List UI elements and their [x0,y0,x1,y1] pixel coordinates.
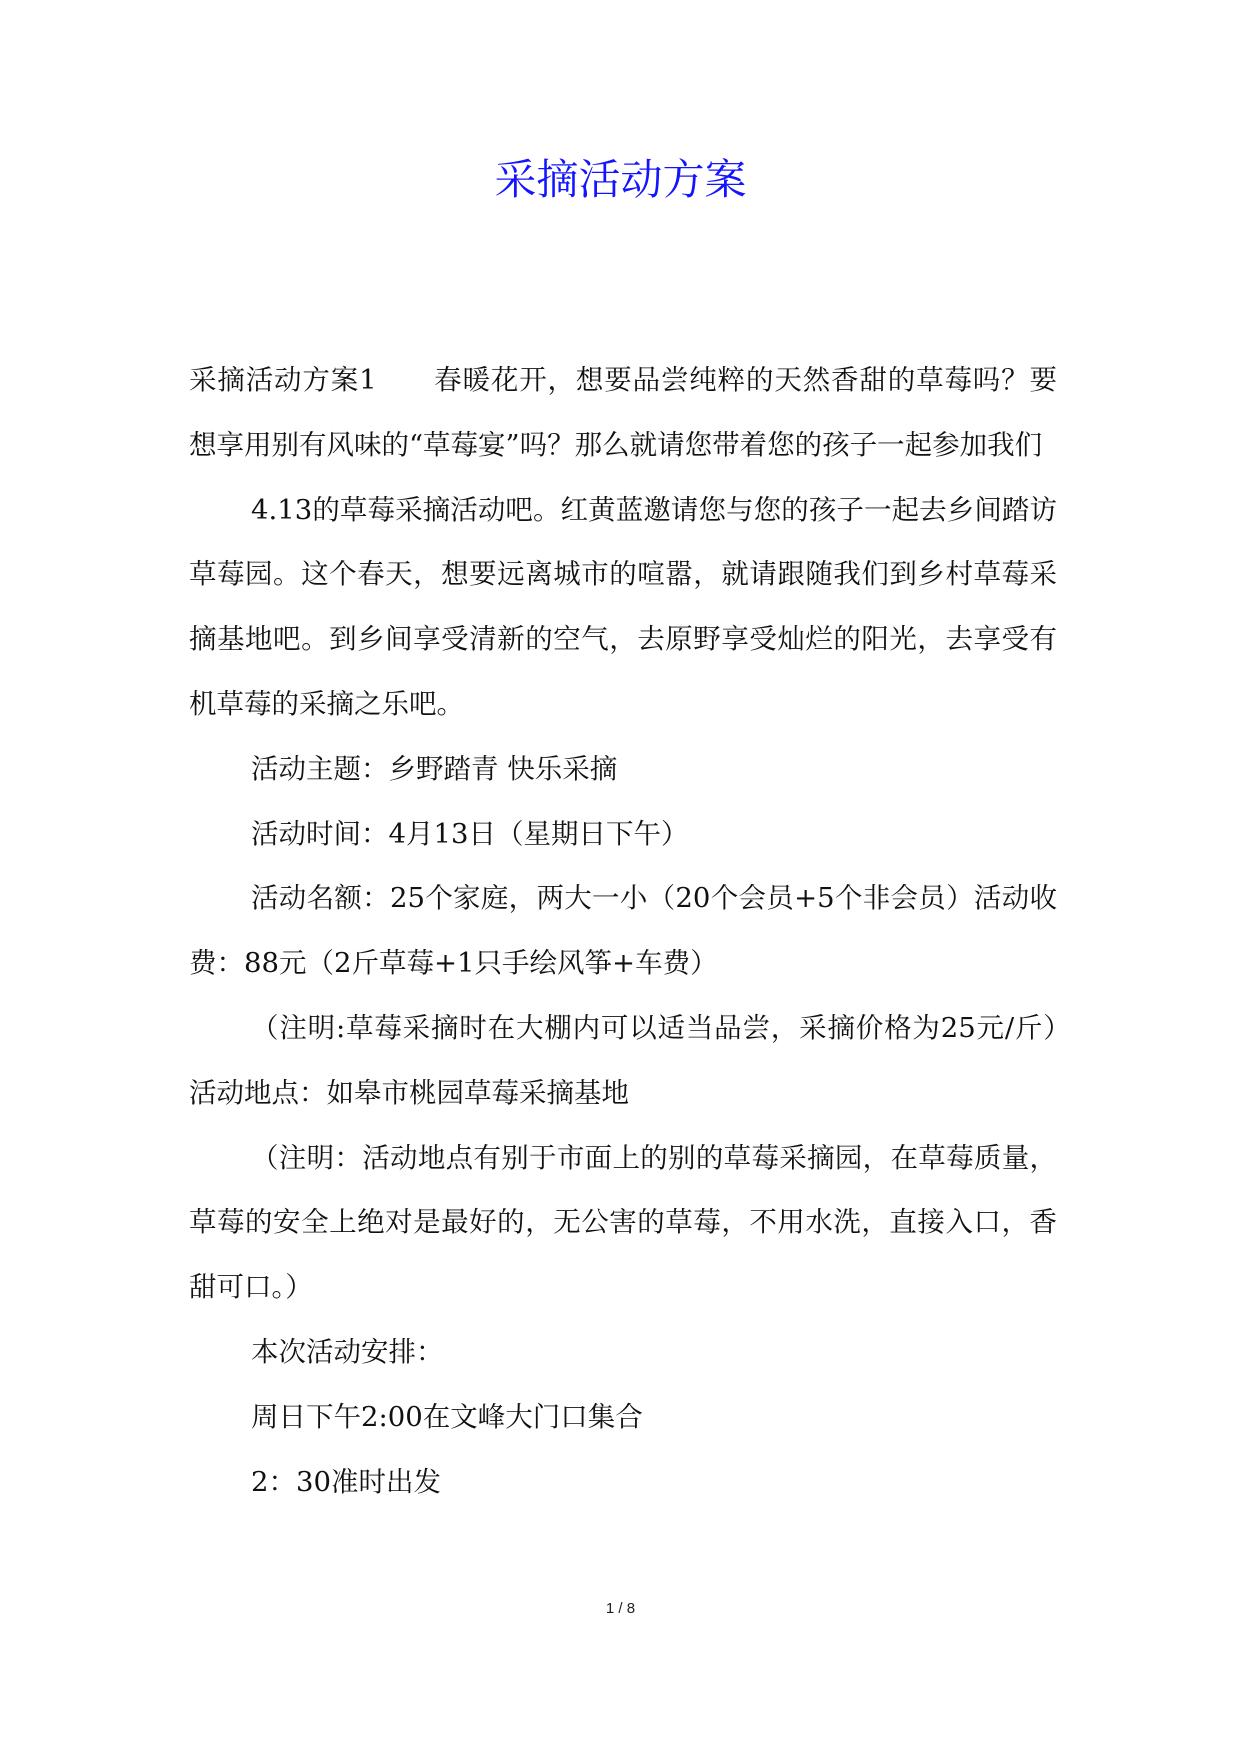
paragraph-schedule-heading: 本次活动安排： [251,1335,444,1368]
paragraph-quota-fee: 活动名额：25个家庭，两大一小（20个会员+5个非会员）活动收费：88元（2斤草莓+1只手绘风筝+车费） [189,882,1057,980]
paragraph-note-location: （注明:草莓采摘时在大棚内可以适当品尝，采摘价格为25元/斤） 活动地点：如皋市桃园草莓采摘基地 [189,1011,1085,1109]
page-number: 1 / 8 [605,1600,636,1617]
paragraph-time: 活动时间：4月13日（星期日下午） [251,817,689,850]
paragraph-schedule-depart: 2：30准时出发 [251,1465,441,1498]
paragraph-note-quality: （注明：活动地点有别于市面上的别的草莓采摘园，在草莓质量，草莓的安全上绝对是最好的，无公害的草莓，不用水洗，直接入口，香甜可口。） [189,1141,1057,1304]
paragraph-theme: 活动主题：乡野踏青 快乐采摘 [251,752,618,785]
document-title: 采摘活动方案 [494,155,747,204]
paragraph-schedule-gather: 周日下午2:00在文峰大门口集合 [251,1400,643,1433]
paragraph-invitation: 4.13的草莓采摘活动吧。红黄蓝邀请您与您的孩子一起去乡间踏访草莓园。这个春天，想要远离城市的喧嚣，就请跟随我们到乡村草莓采摘基地吧。到乡间享受清新的空气，去原野享受灿烂的阳光，去享受有机草莓的采摘之乐吧。 [189,493,1057,720]
document-body [189,348,1085,1514]
paragraph-intro: 采摘活动方案1 春暖花开，想要品尝纯粹的天然香甜的草莓吗？要想享用别有风味的“草莓宴”吗？那么就请您带着您的孩子一起参加我们 [189,364,1057,461]
